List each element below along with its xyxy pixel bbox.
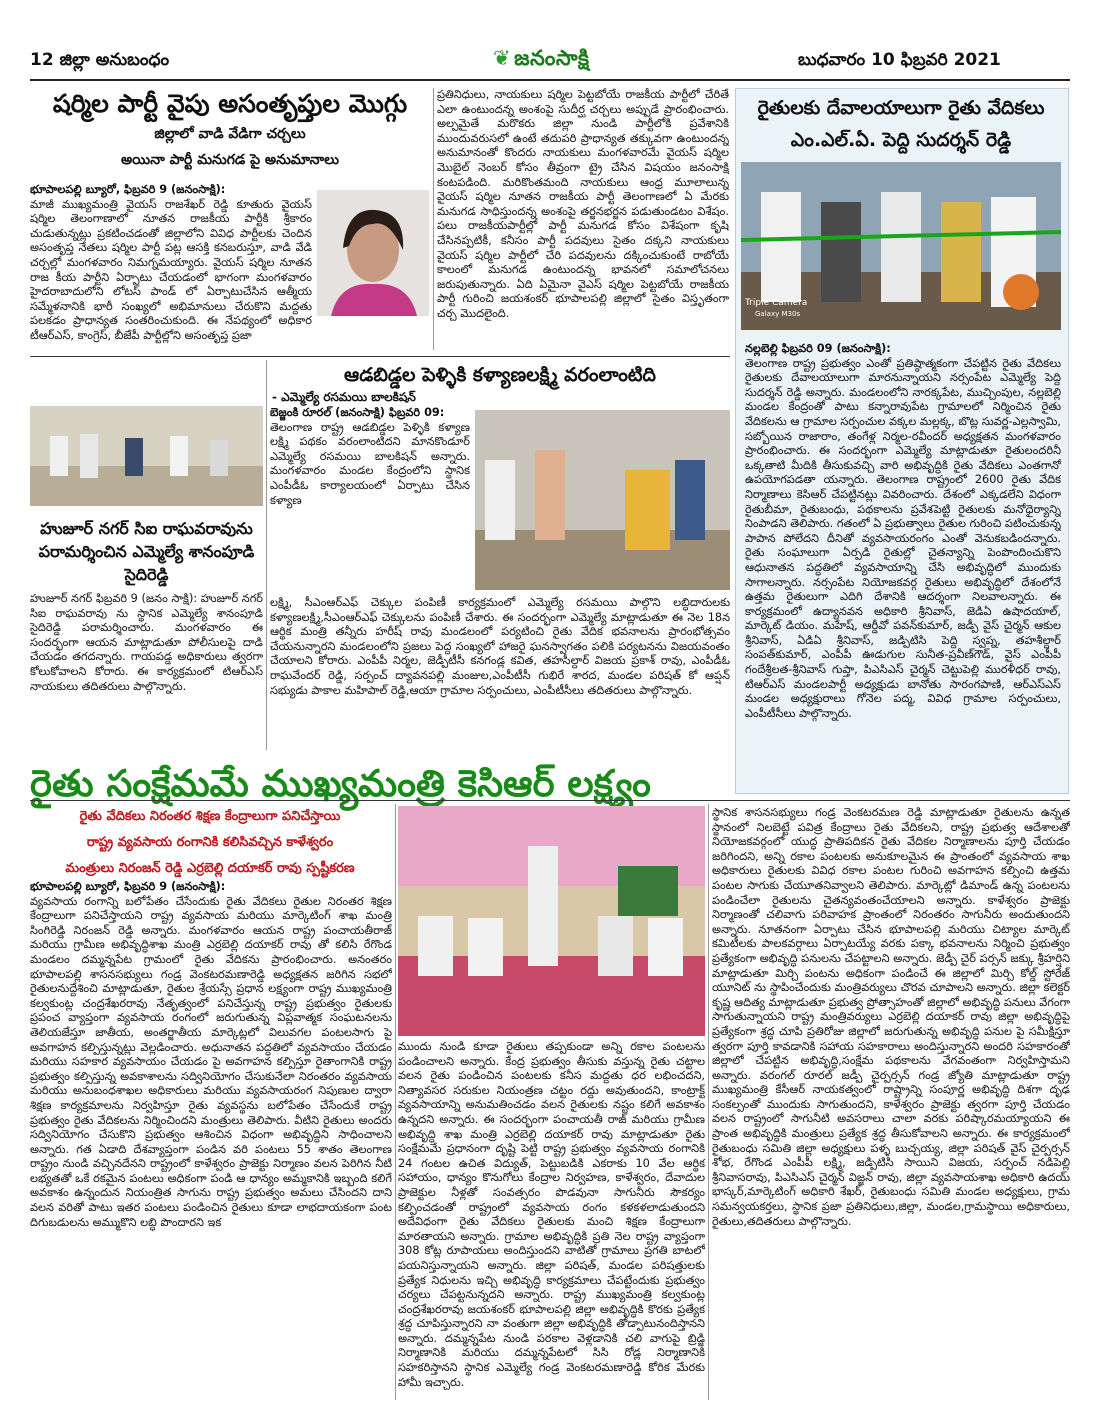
article4-text: తెలంగాణ రాష్ట్ర ప్రభుత్వం ఎంతో ప్రతిష్ఠాత్మకంగా చేపట్టిన రైతు వేదికలు రైతులకు దేవాలయాలుగా మారనున్నాయని నర్సంపేట ఎమ్మెల్యే పెద్ది సుదర్శన్ రెడ్డి అన్నారు. మండలంలోని నారక్కపేట, ముచ్చింపుల, నల్లబెల్లి మండల కేంద్రంతో పాటు కన్నారావుపేట గ్రామాలలో నిర్మించిన రైతు వేదికలను ఆ గ్రామాల సర్పంచుల వక్కల మల్లక్క, బొట్ల సువర్ణ-ఎల్లస్వామి, సబ్బోయిన రాజారాం, తంగేళ్ల నిర్మల-రవీందర్ అధ్యక్షతన మంగళవారం ప్రారంభించారు. ఈ సందర్భంగా ఎమ్మెల్యే మాట్లాడుతూ రైతులందరినీ ఒక్కతాటి మీదికి తీసుకువచ్చి వారి అభివృద్ధికి రైతు వేదికలు ఎంతగానో ఉపయోగపడతా యన్నారు. తెలంగాణ రాష్ట్రంలో 2600 రైతు వేదిక నిర్మాణాలు కెసిఆర్ చేపట్టినట్లు వివరించారు. దేశంలో ఎక్కడలేని విధంగా రైతుబీమా, రైతుబంధు, పథకాలను ప్రవేశపెట్టి రైతులకు మనోధైర్యాన్ని నింపాడని తెలిపారు. గతంలో ఏ ప్రభుత్వాలు రైతుల గురించి పటించుకున్న పాపాన పోలేదని దీనితో వ్యవసాయరంగం ఎంతో వెనుకబడిందన్నారు. రైతు సంఘాలుగా ఏర్పడి రైతుల్లో చైతన్యాన్ని పెంపొందించుకొని ఆధునాతన పద్ధతిలో వ్యవసాయాన్ని చేసి అభివృద్ధిలో ముందుకు సాగాలన్నారు. నర్సంపేట నియోజకవర్గ రైతులు అభివృద్ధిలో దేశంలోనే ఉత్తమ రైతులుగా ఎదిగి దేశానికి ఆదర్శంగా నిలవాలన్నారు. ఈ కార్యక్రమంలో ఉద్యానవన అధికారి శ్రీనివాస్, జెడిఏ ఉషాదయాల్, మార్కెట్ డియం. మహేష్, ఆర్డీవో పవన్‌కుమార్, జడ్పీ వైస్ చైర్మన్ ఆకుల శ్రీనివాస్, ఏడిఏ శ్రీనివాస్, జడ్పిటిసి పెద్ది స్వప్న, తహశీల్దార్ సంపత్‌కుమార్, ఎంపీపీ ఊడుగుల సునీత-ప్రవీణ్‌గౌడ్, వైస్ ఎంపీపీ గందేశ్రీలత-శ్రీనివాస్ గుప్తా, పిఎసిఎస్ చైర్మన్ చెట్టుపెల్లి మురళీధర్ రావు, టిఆర్ఎస్ మండలపార్టీ అధ్యక్షుడు బానోతు సారంగపాణి, ఆర్ఎస్ఎస్ మండల అధ్యక్షురాలు గోనెల పద్మ, వివిధ గ్రామాల సర్పంచులు, ఎంపీటీసీలు పాల్గొన్నారు.	[745, 356, 1061, 720]
article5-text: వ్యవసాయ రంగాన్ని బలోపేతం చేసేందుకు రైతు వేదికలు రైతుల నిరంతర శిక్షణ కేంద్రాలుగా పనిచేస్తాయని రాష్ట్ర వ్యవసాయ మరియు మార్కెటింగ్ శాఖ మంత్రి సింగిరెడ్డి నిరంజన్ రెడ్డి అన్నారు. మంగళవారం ఆయన రాష్ట్ర పంచాయతీరాజ్ మరియు గ్రామీణ అభివృద్ధిశాఖ మంత్రి ఎర్రబెల్లి దయాకర్ రావు తో కలిసి రేగొండ మండలం దమ్మన్నపేట గ్రామంలో రైతు వేదికను ప్రారంభించారు. అనంతరం భూపాలపల్లి శాసనసభ్యులు గండ్ర వెంకటరమణారెడ్డి అధ్యక్షతన జరిగిన సభలో రైతులనుద్దేశించి మాట్లాడుతూ, రైతుల శ్రేయస్సే ప్రధాన లక్ష్యంగా రాష్ట్ర ముఖ్యమంత్రి కల్వకుంట్ల చంద్రశేఖరరావు నేతృత్వంలో పనిచేస్తున్న రాష్ట్ర ప్రభుత్వం రైతులకు ప్రపంచ వ్యాప్తంగా వ్యవసాయ రంగంలో జరుగుతున్న విప్లవాత్మక సంఘటనలను తెలియజేస్తూ జాతీయ, అంతర్జాతీయ మార్కెట్లలో విలువగల పంటలసాగు పై అవగాహన కల్పిస్తున్నట్లు వెల్లడించారు. అధునాతన పద్ధతిలో వ్యవసాయం చేయడం మరియు సహకార వ్యవసాయం చేయడం పై అవగాహన కల్పిస్తూ రైతాంగానికి రాష్ట్ర ప్రభుత్వం కల్పిస్తున్న అవకాశాలను సద్వినియోగం చేసుకునేలా నిరంతరం వ్యవసాయ మరియు అనుబంధశాఖల అధికారులు మరియు వ్యవసాయరంగ నిపుణుల ద్వారా శిక్షణ కార్యక్రమాలను నిర్వహిస్తూ రైతు వ్యవస్థను బలోపేతం చేసేందుకే రాష్ట్ర ప్రభుత్వం రైతు వేదికలను నిర్మించిందని మంత్రులు తెలిపారు. వీటిని రైతులు అందరు సద్వినియోగం చేసుకొని ప్రభుత్వం ఆశించిన విధంగా అభివృద్ధిని సాధించాలని అన్నారు. గత ఏడాది దేశవ్యాప్తంగా పండిన వరి పంటలు 55 శాతం తెలంగాణ రాష్ట్రం నుండి వచ్చినదేనని రాష్ట్రంలో కాళేశ్వరం ప్రాజెక్టు నిర్మాణం వలన పెరిగిన నీటి లభ్యతతో ఒకే రకమైన పంటలు అధికంగా పండి ఆ ధాన్యం అమ్మకానికి ఇబ్బంది కలిగే అవకాశం ఉన్నందున నియంత్రిత సాగును రాష్ట్ర ప్రభుత్వం అమలు చేసిందని దాని వలన వరితో పాటు ఇతర పంటలు పండించిన రైతులు కూడా లాభదాయకంగా పంట దిగుబడులను అమ్ముకొని లబ్ధి పొందారని ఇక	[30, 894, 392, 1229]
article4-headline: రైతులకు దేవాలయాలుగా రైతు వేదికలు	[757, 97, 1045, 119]
newspaper-logo	[493, 46, 589, 76]
article1-text: మాజీ ముఖ్యమంత్రి వైయస్ రాజశేఖర్ రెడ్డి కూతురు వైయస్ షర్మిల తెలంగాణాలో నూతన రాజకీయ పార్టీకి శ్రీకారం చుడుతున్నట్లు ప్రకటించడంతో జిల్లాలోని వివిధ పార్టీలకు చెందిన అసంతృప్త నేతలు షర్మిల పార్టీ పట్ల ఆసక్తి కనబరుస్తూ, వాడి వేడి చర్చల్లో మంగళవారం నిమగ్నమయ్యారు. వైయస్ షర్మిల నూతన రాజ కీయ పార్టీని ఏర్పాటు చేయడంలో భాగంగా మంగళవారం హైదరాబాదులోని లోటస్ పాండ్ లో ఏర్పాటుచేసిన ఆత్మీయ సమ్మేళనానికి భారీ సంఖ్యలో అభిమానులు చేరుకొని మద్దతు పలకడం ప్రాధాన్యత సంతరించుకుంది. ఈ నేపథ్యంలో అధికార టీఆర్ఎస్, కాంగ్రెస్, బీజేపీ పార్టీల్లోని అసంతృప్త ప్రజా	[30, 197, 312, 342]
column-divider	[395, 804, 396, 1400]
page-number-label: 12 జిల్లా అనుబంధం	[30, 50, 170, 70]
article1-body-col2: ప్రతినిధులు, నాయకులు షర్మిల పెట్టబోయే రాజకీయ పార్టీలో చేరితే ఎలా ఉంటుందన్న అంశంపై సుదీర్ఘ చర్చలు అప్పుడే ప్రారంభించారు. అల్పమైతే మరొకరు జిల్లా నుండి పార్టీలోకి ప్రవేశానికి ముందువరుసలో ఉంటే తదుపరి ప్రాధాన్యత తక్కువగా ఉంటుందన్న అనుమానంతో కొందరు నాయకులు మంగళవారమే వైయస్ షర్మిల మొబైల్ నెంబర్ కోసం తీవ్రంగా ట్రై చేసిన విషయం జనంసాక్షి కంటపడింది. మరికొంతమంది నాయకులు ఆంధ్ర మూలాలున్న వైయస్ షర్మిల నూతన రాజకీయ పార్టీ తెలంగాణలో ఏ మేరకు మనుగడ సాధిస్తుందన్న అంశంపై తర్జనభర్జన పడుతుండటం విశేషం. పలు రాజకీయపార్టీల్లో పార్టీ మనుగడ కోసం విశేషంగా కృషి చేసినప్పటికీ, కనీసం పార్టీ పదవులు సైతం దక్కని నాయకులు వైయస్ షర్మిల పార్టీలో చేరి పదవులను దక్కించుకుంటే రాబోయే కాలంలో మనుగడ ఉంటుందన్న భావనలో సమాలోచనలు జరుపుతున్నారు. ఏది ఏమైనా వైఎస్ షర్మిల పెట్టబోయే రాజకీయ పార్టీ గురించి జయశంకర్ భూపాలపల్లి జిల్లాలో సైతం విస్తృతంగా చర్చ మొదలైంది.	[437, 88, 729, 320]
article4-headline2: ఎం.ఎల్.ఏ. పెద్ది సుదర్శన్ రెడ్డి	[790, 129, 1012, 151]
article5-subheading: రాష్ట్ర వ్యవసాయ రంగానికి కలిసివచ్చిన కాళేశ్వరం	[86, 835, 334, 850]
article3-byline: - ఎమ్మెల్యే రసమయి బాలకిషన్	[272, 390, 416, 404]
article5-body-col2: ముందు నుండి కూడా రైతులు తప్పకుండా అన్ని రకాల పంటలను పండించాలని అన్నారు. కేంద్ర ప్రభుత్వం తీసుకు వస్తున్న రైతు చట్టాల వలన రైతు పండించిన పంటలకు కనీస మద్దతు ధర లభించదని, నిత్యావసర సరుకుల నియంత్రణ చట్టం రద్దు అవుతుందని, కాంట్రాక్ట్ వ్యవసాయాన్ని అనుమతించడం వలన రైతులకు నష్టం కలిగే అవకాశం ఉన్నదని అన్నారు. ఈ సందర్భంగా పంచాయతీ రాజ్ మరియు గ్రామీణ అభివృద్ధి శాఖ మంత్రి ఎర్రబెల్లి దయాకర్ రావు మాట్లాడుతూ రైతు సంక్షేమమే ప్రధానంగా దృష్టి పెట్టి రాష్ట్ర ప్రభుత్వం వ్యవసాయ రంగానికి 24 గంటల ఉచిత విద్యుత్, పెట్టుబడికి ఎకరాకు 10 వేల ఆర్థిక సహాయం, ధాన్యం కొనుగోలు కేంద్రాల నిర్వహణ, కాళేశ్వరం, దేవాదుల ప్రాజెక్టుల నీళ్లతో సంవత్సరం పొడవునా సాగునీరు సౌకర్యం కల్పించడంతో రాష్ట్రంలో వ్యవసాయ రంగం కళకళలాడుతుందని అదేవిధంగా రైతు వేదికలు రైతులకు మంచి శిక్షణ కేంద్రాలుగా మారతాయని అన్నారు. గ్రామాల అభివృద్ధికి ప్రతి నెల రాష్ట్ర వ్యాప్తంగా 308 కోట్ల రూపాయలు అందిస్తుందని వాటితో గ్రామాలు ప్రగతి బాటలో పయనిస్తున్నాయని అన్నారు. జిల్లా పరిషత్, మండల పరిషత్తులకు ప్రత్యేక నిధులను ఇచ్చి అభివృద్ధి కార్యక్రమాలు చేపట్టేందుకు ప్రభుత్వం చర్యలు చేపట్టనున్నదని అన్నారు. రాష్ట్ర ముఖ్యమంత్రి కల్వకుంట్ల చంద్రశేఖరరావు జయశంకర్ భూపాలపల్లి జిల్లా అభివృద్ధికి కొరకు ప్రత్యేక శ్రద్ధ చూపిస్తున్నారని నా వంతుగా జిల్లా అభివృద్ధికి తోడ్పాటునందిస్తానని అన్నారు. దమ్మన్నపేట నుండి పరకాల వెళ్లడానికి చలి వాగుపై బ్రిడ్జి నిర్మాణానికి మరియు దమ్మన్నపేటలో సిసి రోడ్ల నిర్మాణానికి సహకరిస్తానని స్థానిక ఎమ్మెల్యే గండ్ర వెంకటరమణారెడ్డి కోరిక మేరకు హామీ ఇచ్చారు.	[398, 1040, 705, 1389]
article1-dateline: భూపాలపల్లి బ్యూరో, ఫిబ్రవరి 9 (జనంసాక్షి):	[30, 183, 226, 196]
column-divider	[266, 360, 267, 750]
article5-headline: రైతు సంక్షేమమే ముఖ్యమంత్రి కెసిఆర్ లక్ష్యం	[30, 762, 651, 805]
article5-body-col1	[30, 880, 392, 1400]
header-rule	[30, 79, 1070, 81]
article5-subheading: రైతు వేదికలు నిరంతర శిక్షణ కేంద్రాలుగా పనిచేస్తాయి	[79, 809, 341, 824]
article2-headline: హుజూర్ నగర్ సిఐ రాఘవరావును పరామర్శించిన ఎమ్మెల్యే శానంపూడి సైదిరెడ్డి	[38, 519, 255, 584]
photo-watermark: Triple Camera	[745, 298, 808, 308]
photo-watermark-sub: Galaxy M30s	[755, 310, 801, 318]
meeting-image	[30, 406, 263, 506]
article3-text: తెలంగాణ రాష్ట్ర ఆడబిడ్డల పెళ్ళికి కళ్యాణ లక్ష్మి పథకం వరంలాంటిదని మానకొండూర్ ఎమ్మెల్యే రసమయి బాలకిషన్ అన్నారు. మంగళవారం మండల కేంద్రంలోని స్థానిక ఎంపీడీఓ కార్యాలయంలో ఏర్పాటు చేసిన కళ్యాణ	[270, 420, 470, 507]
article1-subheading: అయినా పార్టీ మనుగడ పై అనుమానాలు	[120, 152, 339, 168]
article5-body-col3: స్థానిక శాసనసభ్యులు గండ్ర వెంకటరమణ రెడ్డి మాట్లాడుతూ రైతులను ఉన్నత స్థానంలో నిలబెట్టే పవిత్ర కేంద్రాలు రైతు వేదికలని, రాష్ట్ర ప్రభుత్వ ఆదేశాలతో నియోజకవర్గంలో యుద్ధ ప్రాతిపదికన రైతు వేదికల నిర్మాణాలను పూర్తి చేయడం జరిగిందని, అన్ని రకాల పంటలకు అనుకూలమైన ఈ ప్రాంతంలో వ్యవసాయ శాఖ అధికారులు రైతులకు వివిధ రకాల పంటల గురించి అవగాహన కల్పించి ఉత్తమ పంటల సాగుకు చేయూతనివ్వాలని తెలిపారు. మార్కెట్లో డిమాండ్ ఉన్న పంటలను పండించేలా రైతులను చైతన్యవంతంచేయాలని అన్నారు. కాళేశ్వరం ప్రాజెక్టు నిర్మాణంతో చలివాగు పరివాహక ప్రాంతంలో నిరంతరం సాగునీరు అందుతుందని అన్నారు. నూతనంగా ఏర్పాటు చేసిన భూపాలపల్లి మరియు చిట్యాల మార్కెట్ కమిటీలకు పాలకవర్గాలు ఏర్పాటయ్యే వరకు పక్కా భవనాలను నిర్మించి ప్రభుత్వం ప్రత్యేకంగా అభివృద్ధి పనులను చేపట్టాలని అన్నారు. జెడ్పీ చైర్ పర్సన్ జక్కు శ్రీహర్షిని మాట్లాడుతూ మిర్చి పంటను అధికంగా పండించే ఈ జిల్లాలో మిర్చి కోల్డ్ స్టోరేజ్ యూనిట్ ను స్థాపించేందుకు మంత్రివర్యులు చొరవ చూపాలని అన్నారు. జిల్లా కలెక్టర్ కృష్ణ ఆదిత్య మాట్లాడుతూ ప్రభుత్వ ప్రోత్సాహంతో జిల్లాలో అభివృద్ధి పనులు వేగంగా సాగుతున్నాయని రాష్ట్ర మంత్రివర్యులు ఎర్రబెల్లి దయాకర్ రావు జిల్లా అభివృద్ధిపై ప్రత్యేకంగా శ్రద్ధ చూపి ప్రతిరోజు జిల్లాలో జరుగుతున్న అభివృద్ధి పనుల పై సమీక్షిస్తూ త్వరగా పూర్తి కావడానికి సహాయ సహకారాలు అందిస్తున్నారని అందరి సహకారంతో జిల్లాలో చేపట్టిన అభివృద్ధి,సంక్షేమ పథకాలను వేగవంతంగా నిర్వహిస్తామని అన్నారు. వరంగల్ రూరల్ జడ్పీ చైర్పర్సన్ గండ్ర జ్యోతి మాట్లాడుతూ రాష్ట్ర ముఖ్యమంత్రి కేసీఆర్ నాయకత్వంలో రాష్ట్రాన్ని సంపూర్ణ అభివృద్ధి దిశగా దృఢ సంకల్పంతో ముందుకు సాగుతుందని, కాళేశ్వరం ప్రాజెక్టు త్వరగా పూర్తి చేయడం వలన రాష్ట్రంలో సాగునీటి అవసరాలు చాలా వరకు పరిష్కారమయ్యాయని ఈ ప్రాంత అభివృద్ధికి మంత్రులు ప్రత్యేక శ్రద్ధ తీసుకోవాలని అన్నారు. ఈ కార్యక్రమంలో రైతుబంధు సమితి జిల్లా అధ్యక్షులు పళ్ళ బుచ్చయ్య, జిల్లా పరిషత్ వైస్ చైర్పర్సన్ శోభ, రేగొండ ఎంపీపీ లక్ష్మి, జడ్పిటిసి సాయిని విజయ, సర్పంచ్ నడిపెల్లి శ్రీనివాసరావు, పిఎసిఎస్ చైర్మన్ విజ్జన్ రావు, జిల్లా వ్యవసాయశాఖ అధికారి ఉదయ్ భాస్కర్,మార్కెటింగ్ అధికారి శేఖర్, రైతుబంధు సమితి మండల అధ్యక్షులు, గ్రామ సమన్వయకర్తలు, స్థానిక ప్రజా ప్రతినిధులు,జిల్లా, మండల,గ్రామస్థాయి అధికారులు, రైతులు,తదితరులు పాల్గొన్నారు.	[712, 806, 1070, 1228]
rythu-vedika-photo	[741, 162, 1061, 330]
article3-dateline: బెజ్జంకి రూరల్ (జనంసాక్షి) ఫిబ్రవరి 09:	[270, 406, 445, 419]
issue-date: బుధవారం 10 ఫిబ్రవరి 2021	[798, 50, 1001, 70]
article4-dateline: నల్లబెల్లి ఫిబ్రవరి 09 (జనంసాక్షి):	[745, 342, 891, 355]
article1-subheading: జిల్లాలో వాడి వేడిగా చర్చలు	[154, 126, 306, 142]
stage-image	[398, 806, 705, 1036]
article3-headline: ఆడబిడ్డల పెళ్ళికి కళ్యాణలక్ష్మి వరంలాంటిది	[344, 364, 656, 386]
leaf-icon: ❦	[493, 46, 512, 70]
distribution-image	[475, 410, 730, 590]
ministers-meeting-photo	[398, 806, 705, 1036]
article-divider	[30, 356, 730, 357]
logo-text: జనంసాక్షి	[514, 46, 590, 70]
portrait-image	[317, 190, 429, 316]
article3-body-col1	[270, 406, 470, 594]
page-header	[0, 0, 1100, 84]
huzurnagar-photo	[30, 406, 263, 506]
article5-subheading: మంత్రులు నిరంజన్ రెడ్డి ఎర్రబెల్లి దయాకర్ రావు స్పష్టీకరణ	[65, 861, 355, 876]
article3-body-full: లక్ష్మి, సీఎంఆర్ఎఫ్ చెక్కుల పంపిణీ కార్యక్రమంలో ఎమ్మెల్యే రసమయి పాల్గొని లబ్ధిదారులకు కళ్యాణలక్ష్మి,సీఎంఆర్ఎఫ్ చెక్కులను పంపిణీ చేశారు. ఈ సందర్భంగా ఎమ్మెల్యే మాట్లాడుతూ ఈ నెల 18న ఆర్థిక మంత్రి తన్నీరు హరీష్ రావు మండలంలో పర్యటించి రైతు వేదిక భవనాలను ప్రారంభోత్సవం చేయనున్నారని మండలంలోని ప్రజలు పెద్ద సంఖ్యలో హాజరై ఘనస్వాగతం పలికి పర్యటనను విజయవంతం చేయాలని కోరారు. ఎంపీపీ నిర్మల, జెడ్పీటీసీ కనగండ్ల కవిత, తహసీల్దార్ విజయ ప్రకాశ్ రావు, ఎంపీడీఓ రాఘవేందర్ రెడ్డి, సర్పంచ్ ద్యావనపల్లి మంజుల,ఎంపీటీసీ గుభిరే శారద, మండల పరిషత్ కో ఆప్షన్ సభ్యుడు పాకాల మహిపాల్ రెడ్డి,ఆయా గ్రామాల సర్పంచులు, ఎంపీటీసీలు తదితరులు పాల్గొన్నారు.	[270, 596, 730, 697]
article1-headline: షర్మిల పార్టీ వైపు అసంతృప్తుల మొగ్గు	[52, 89, 408, 118]
article2-body: హుజూర్ నగర్ ఫిబ్రవరి 9 (జనం సాక్షి): హుజూర్ నగర్ సిఐ రాఘవరావు ను స్థానిక ఎమ్మెల్యే శానంపూడి సైదిరెడ్డి పరామర్శించారు. మంగళవారం ఈ సందర్భంగా ఆయన మాట్లాడుతూ పోలీసులపై దాడి చేయడం తగదన్నారు. గాయపడ్డ అధికారులు త్వరగా కోలుకోవాలని కోరారు. ఈ కార్యక్రమంలో టిఆర్ఎస్ నాయకులు తదితరులు పాల్గొన్నారు.	[30, 592, 263, 693]
article5-dateline: భూపాలపల్లి బ్యూరో, ఫిబ్రవరి 9 (జనంసాక్షి):	[30, 880, 226, 893]
article1-body-overflow	[30, 318, 430, 354]
column-divider	[708, 804, 709, 1400]
column-divider	[433, 88, 434, 350]
kalyanalakshmi-photo	[475, 410, 730, 590]
sharmila-photo	[317, 190, 429, 316]
section-divider	[30, 800, 1070, 801]
article4-body	[745, 342, 1061, 787]
